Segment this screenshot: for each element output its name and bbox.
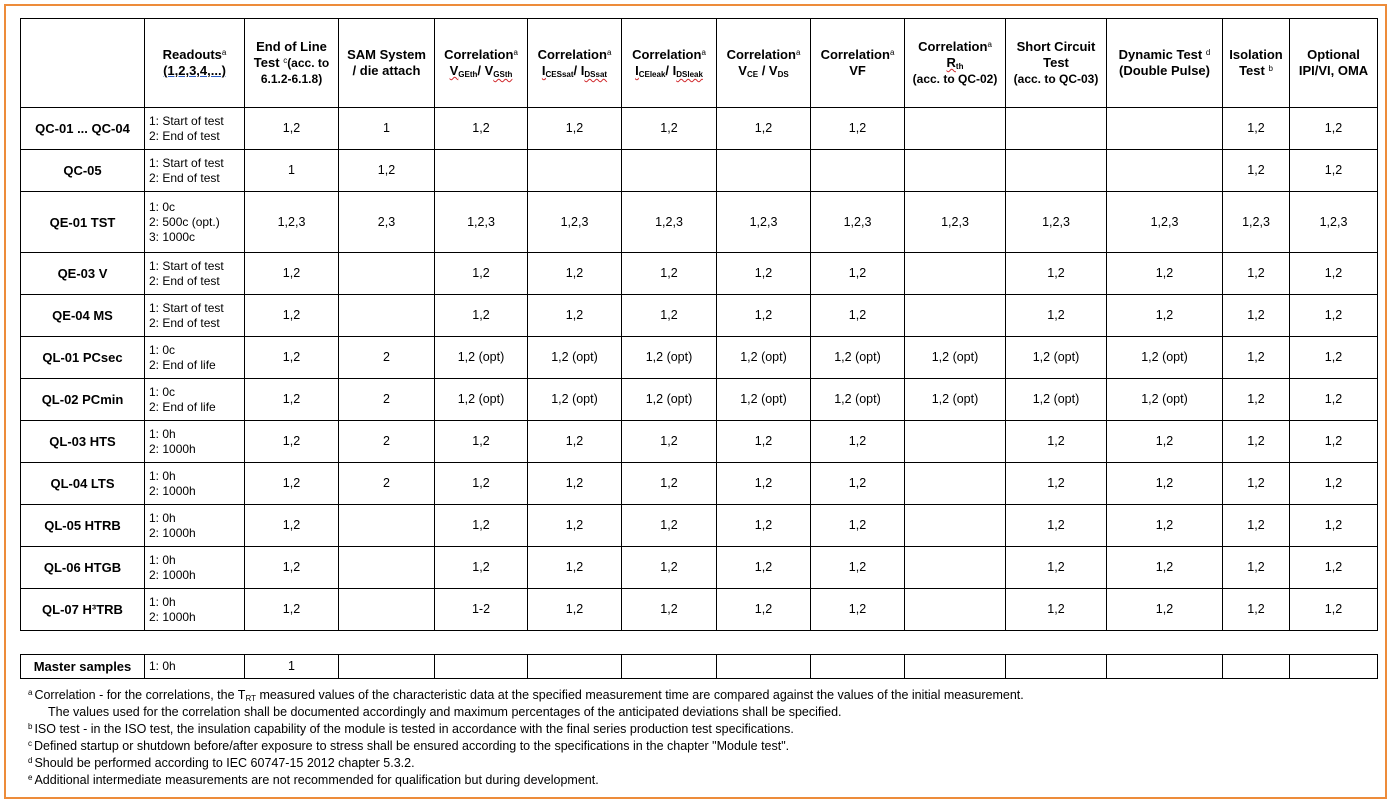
readout-cell: 1: Start of test 2: End of test xyxy=(145,295,245,337)
data-cell xyxy=(905,463,1006,505)
data-cell: 1,2 (opt) xyxy=(528,337,622,379)
data-cell: 1,2 (opt) xyxy=(1107,379,1223,421)
data-cell: 1,2 xyxy=(528,547,622,589)
data-cell: 1,2 xyxy=(1006,547,1107,589)
data-cell: 1,2 xyxy=(1290,589,1378,631)
data-cell: 1,2 xyxy=(717,463,811,505)
row-label: QC-05 xyxy=(21,150,145,192)
data-cell xyxy=(339,655,435,679)
data-cell: 1-2 xyxy=(435,589,528,631)
table-row xyxy=(21,379,1378,421)
data-cell xyxy=(811,655,905,679)
data-cell: 1,2 xyxy=(811,295,905,337)
data-cell xyxy=(1290,655,1378,679)
table-row xyxy=(21,589,1378,631)
data-cell: 1 xyxy=(245,655,339,679)
table-row xyxy=(21,150,1378,192)
data-cell: 1,2 xyxy=(1290,463,1378,505)
data-cell: 1,2 xyxy=(811,253,905,295)
readout-cell: 1: 0h 2: 1000h xyxy=(145,463,245,505)
data-cell: 1,2 xyxy=(528,295,622,337)
data-cell: 1,2 xyxy=(1290,108,1378,150)
data-cell: 1,2 (opt) xyxy=(1107,337,1223,379)
data-cell: 1,2 (opt) xyxy=(811,337,905,379)
data-cell: 1,2 xyxy=(435,295,528,337)
data-cell: 1,2,3 xyxy=(1107,192,1223,253)
row-label: QL-02 PCmin xyxy=(21,379,145,421)
footnote-d: $^d$ Should be performed according to IEC 60747-15 2012 chapter 5.3.2. xyxy=(28,756,415,770)
header-row xyxy=(21,19,1378,108)
data-cell: 1,2 xyxy=(717,421,811,463)
data-cell: 1,2 xyxy=(528,253,622,295)
data-cell: 1,2 xyxy=(435,463,528,505)
data-cell: 1,2 xyxy=(1223,379,1290,421)
readout-cell: 1: 0h 2: 1000h xyxy=(145,589,245,631)
table-row xyxy=(21,295,1378,337)
data-cell: 1,2 xyxy=(245,379,339,421)
row-label: QL-05 HTRB xyxy=(21,505,145,547)
data-cell: 1,2 xyxy=(1223,505,1290,547)
data-cell: 1,2 xyxy=(622,505,717,547)
data-cell: 1,2,3 xyxy=(435,192,528,253)
data-cell: 1,2 xyxy=(435,421,528,463)
data-cell: 1,2 xyxy=(435,505,528,547)
data-cell xyxy=(1006,108,1107,150)
footnote-b: $^b$ ISO test - in the ISO test, the insulation capability of the module is tested in accordance with the final series production test specifications. xyxy=(28,722,794,736)
data-cell: 1,2 xyxy=(1223,108,1290,150)
data-cell xyxy=(905,295,1006,337)
data-cell xyxy=(1006,150,1107,192)
row-label: QE-01 TST xyxy=(21,192,145,253)
col-header-sam-system: SAM System / die attach xyxy=(339,19,435,108)
table-row xyxy=(21,253,1378,295)
data-cell: 1,2 xyxy=(245,108,339,150)
data-cell: 1,2 xyxy=(811,505,905,547)
col-header-isolation-test: Isolation Test $^b$ xyxy=(1223,19,1290,108)
data-cell: 1,2 xyxy=(1290,337,1378,379)
data-cell: 1,2 xyxy=(1006,295,1107,337)
footnote-c: $^c$ Defined startup or shutdown before/after exposure to stress shall be ensured according to the specifications in the chapter "Module test". xyxy=(28,739,790,753)
data-cell: 1,2 xyxy=(339,150,435,192)
data-cell: 1,2,3 xyxy=(528,192,622,253)
data-cell xyxy=(905,547,1006,589)
row-label: QE-04 MS xyxy=(21,295,145,337)
readout-cell: 1: 0c 2: End of life xyxy=(145,379,245,421)
data-cell: 1,2,3 xyxy=(717,192,811,253)
data-cell xyxy=(905,421,1006,463)
data-cell: 1,2 xyxy=(811,108,905,150)
table-row xyxy=(21,192,1378,253)
data-cell xyxy=(717,150,811,192)
col-header-correlation-iceleak: Correlation$^a$ $I_{CEleak}/$ $I_{DSleak}$ xyxy=(622,19,717,108)
data-cell xyxy=(905,655,1006,679)
data-cell xyxy=(1107,108,1223,150)
data-cell: 2,3 xyxy=(339,192,435,253)
data-cell: 2 xyxy=(339,337,435,379)
data-cell xyxy=(528,150,622,192)
row-label: Master samples xyxy=(21,655,145,679)
row-label: QL-01 PCsec xyxy=(21,337,145,379)
data-cell xyxy=(435,150,528,192)
row-label: QL-03 HTS xyxy=(21,421,145,463)
data-cell: 2 xyxy=(339,379,435,421)
row-label: QL-06 HTGB xyxy=(21,547,145,589)
data-cell: 1,2 xyxy=(622,421,717,463)
data-cell: 1,2 xyxy=(1107,463,1223,505)
data-cell xyxy=(905,150,1006,192)
data-cell: 1,2 xyxy=(717,589,811,631)
readout-cell: 1: Start of test 2: End of test xyxy=(145,108,245,150)
data-cell: 1,2 (opt) xyxy=(1006,379,1107,421)
data-cell: 1,2 xyxy=(245,547,339,589)
data-cell: 1,2 xyxy=(622,463,717,505)
data-cell: 1,2 (opt) xyxy=(622,379,717,421)
data-cell: 1,2 xyxy=(717,108,811,150)
data-cell: 1,2 xyxy=(622,547,717,589)
data-cell: 1,2 xyxy=(1223,421,1290,463)
data-cell: 1,2 xyxy=(1006,589,1107,631)
data-cell: 1,2 xyxy=(1107,547,1223,589)
data-cell: 1,2 xyxy=(435,547,528,589)
data-cell: 1,2 (opt) xyxy=(717,337,811,379)
data-cell: 1,2 xyxy=(1006,421,1107,463)
data-cell: 1,2 xyxy=(528,463,622,505)
row-label: QL-07 H³TRB xyxy=(21,589,145,631)
readout-cell: 1: Start of test 2: End of test xyxy=(145,150,245,192)
readout-cell: 1: 0h xyxy=(145,655,245,679)
readout-cell: 1: 0h 2: 1000h xyxy=(145,421,245,463)
data-cell: 1,2 (opt) xyxy=(1006,337,1107,379)
data-cell: 1,2 xyxy=(1107,421,1223,463)
data-cell xyxy=(905,253,1006,295)
data-cell: 1,2 xyxy=(528,421,622,463)
col-header-end-of-line-test: End of Line Test $^c$(acc. to 6.1.2-6.1.8) xyxy=(245,19,339,108)
data-cell: 1,2 xyxy=(1290,379,1378,421)
data-cell: 1,2 xyxy=(528,589,622,631)
data-cell: 1,2 (opt) xyxy=(811,379,905,421)
data-cell xyxy=(1223,655,1290,679)
master-samples-row xyxy=(21,655,1378,679)
data-cell: 1,2 xyxy=(245,505,339,547)
data-cell xyxy=(339,505,435,547)
footnote-a: $^a$ Correlation - for the correlations, the $T_{RT}$ measured values of the characteristic data at the specified measurement time are compared against the values of the initial measurement. xyxy=(28,688,1024,703)
data-cell: 1,2 xyxy=(717,547,811,589)
data-cell: 1,2 xyxy=(811,463,905,505)
data-cell: 1,2 xyxy=(245,337,339,379)
data-cell: 1,2 xyxy=(1223,589,1290,631)
data-cell: 1,2 xyxy=(1290,253,1378,295)
master-samples-table xyxy=(20,654,1378,679)
data-cell xyxy=(435,655,528,679)
data-cell: 1,2 xyxy=(1006,463,1107,505)
data-cell xyxy=(339,253,435,295)
data-cell: 1,2,3 xyxy=(1223,192,1290,253)
data-cell xyxy=(339,589,435,631)
data-cell: 2 xyxy=(339,421,435,463)
table-row xyxy=(21,505,1378,547)
data-cell: 1,2,3 xyxy=(811,192,905,253)
col-header-correlation-vgeth: Correlation$^a$ $V_{GEth}/$ $V_{GSth}$ xyxy=(435,19,528,108)
data-cell: 1,2 (opt) xyxy=(905,337,1006,379)
data-cell: 1,2 xyxy=(245,295,339,337)
readout-cell: 1: Start of test 2: End of test xyxy=(145,253,245,295)
data-cell: 1,2 xyxy=(435,108,528,150)
data-cell: 1,2 xyxy=(1223,547,1290,589)
data-cell: 1,2 xyxy=(622,589,717,631)
data-cell: 1,2,3 xyxy=(905,192,1006,253)
data-cell: 1,2 xyxy=(1107,295,1223,337)
col-header-readouts: Readouts$^a$ (1,2,3,4,...) xyxy=(145,19,245,108)
readout-cell: 1: 0h 2: 1000h xyxy=(145,505,245,547)
data-cell: 1 xyxy=(339,108,435,150)
row-label: QE-03 V xyxy=(21,253,145,295)
col-header-correlation-vf: Correlation$^a$ VF xyxy=(811,19,905,108)
corner-cell xyxy=(21,19,145,108)
data-cell xyxy=(1107,150,1223,192)
data-cell xyxy=(717,655,811,679)
data-cell: 1,2 xyxy=(1006,505,1107,547)
data-cell: 1,2 xyxy=(717,505,811,547)
data-cell xyxy=(905,108,1006,150)
data-cell: 1,2 xyxy=(811,421,905,463)
data-cell: 1,2 xyxy=(622,295,717,337)
data-cell xyxy=(622,150,717,192)
data-cell xyxy=(339,547,435,589)
data-cell: 1,2 xyxy=(528,108,622,150)
data-cell: 1,2 (opt) xyxy=(435,337,528,379)
data-cell: 1,2 xyxy=(1223,337,1290,379)
table-row xyxy=(21,108,1378,150)
data-cell: 1,2 xyxy=(717,295,811,337)
table-row xyxy=(21,421,1378,463)
data-cell: 1,2 xyxy=(1223,295,1290,337)
readout-cell: 1: 0h 2: 1000h xyxy=(145,547,245,589)
data-cell: 1 xyxy=(245,150,339,192)
data-cell: 1,2 xyxy=(1107,505,1223,547)
data-cell xyxy=(339,295,435,337)
data-cell xyxy=(1006,655,1107,679)
footnote-e: $^e$ Additional intermediate measurements are not recommended for qualification but during development. xyxy=(28,773,599,787)
readout-cell: 1: 0c 2: 500c (opt.) 3: 1000c xyxy=(145,192,245,253)
row-label: QL-04 LTS xyxy=(21,463,145,505)
data-cell: 1,2 xyxy=(622,108,717,150)
data-cell: 1,2 xyxy=(811,547,905,589)
data-cell: 1,2 xyxy=(435,253,528,295)
data-cell: 1,2 xyxy=(1107,253,1223,295)
data-cell: 1,2 xyxy=(528,505,622,547)
data-cell: 1,2 xyxy=(1290,547,1378,589)
data-cell: 1,2 (opt) xyxy=(435,379,528,421)
table-row xyxy=(21,337,1378,379)
table-row xyxy=(21,547,1378,589)
data-cell: 1,2 (opt) xyxy=(528,379,622,421)
data-cell: 1,2 xyxy=(245,589,339,631)
data-cell: 1,2 xyxy=(1290,421,1378,463)
data-cell: 1,2,3 xyxy=(245,192,339,253)
table-row xyxy=(21,463,1378,505)
data-cell: 1,2 xyxy=(717,253,811,295)
data-cell: 1,2 xyxy=(1006,253,1107,295)
data-cell: 1,2 (opt) xyxy=(905,379,1006,421)
col-header-dynamic-test: Dynamic Test $^d$ (Double Pulse) xyxy=(1107,19,1223,108)
col-header-correlation-icessat: Correlation$^a$ $I_{CESsat}/$ $I_{DSsat}$ xyxy=(528,19,622,108)
data-cell: 1,2 xyxy=(1290,150,1378,192)
data-cell: 1,2 xyxy=(1290,295,1378,337)
data-cell: 1,2 xyxy=(1223,150,1290,192)
data-cell: 2 xyxy=(339,463,435,505)
data-cell: 1,2 xyxy=(622,253,717,295)
data-cell: 1,2 xyxy=(811,589,905,631)
col-header-correlation-rth: Correlation$^a$ $R_{th}$ (acc. to QC-02) xyxy=(905,19,1006,108)
data-cell: 1,2,3 xyxy=(1006,192,1107,253)
data-cell: 1,2 xyxy=(245,421,339,463)
data-cell: 1,2 xyxy=(1107,589,1223,631)
data-cell: 1,2,3 xyxy=(622,192,717,253)
data-cell: 1,2 xyxy=(1223,463,1290,505)
footnote-a-continued: The values used for the correlation shall be documented accordingly and maximum percentages of the anticipated deviations shall be specified. xyxy=(48,705,842,719)
col-header-correlation-vce: Correlation$^a$ $V_{CE} / V_{DS}$ xyxy=(717,19,811,108)
data-cell: 1,2 xyxy=(245,253,339,295)
data-cell xyxy=(905,589,1006,631)
data-cell: 1,2 xyxy=(245,463,339,505)
data-cell xyxy=(811,150,905,192)
readout-cell: 1: 0c 2: End of life xyxy=(145,337,245,379)
data-cell: 1,2 (opt) xyxy=(622,337,717,379)
data-cell xyxy=(905,505,1006,547)
data-cell xyxy=(1107,655,1223,679)
data-cell xyxy=(622,655,717,679)
qualification-matrix-table xyxy=(20,18,1378,631)
data-cell: 1,2 xyxy=(1290,505,1378,547)
data-cell: 1,2,3 xyxy=(1290,192,1378,253)
row-label: QC-01 ... QC-04 xyxy=(21,108,145,150)
data-cell: 1,2 xyxy=(1223,253,1290,295)
col-header-optional: Optional IPI/VI, OMA xyxy=(1290,19,1378,108)
data-cell: 1,2 (opt) xyxy=(717,379,811,421)
data-cell xyxy=(528,655,622,679)
col-header-short-circuit-test: Short Circuit Test (acc. to QC-03) xyxy=(1006,19,1107,108)
footnotes xyxy=(28,687,1024,789)
